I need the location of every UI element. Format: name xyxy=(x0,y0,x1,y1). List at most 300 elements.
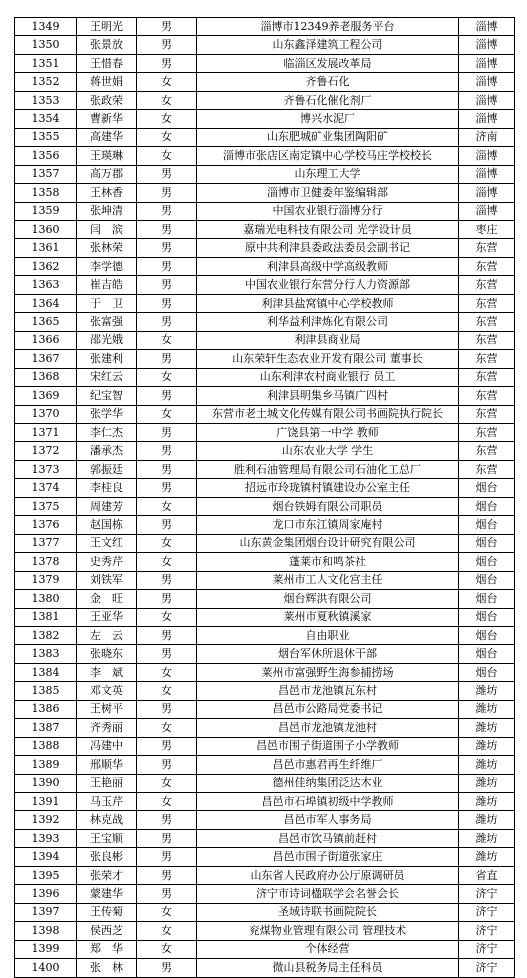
member-organization: 昌邑市公路局党委书记 xyxy=(197,700,459,718)
member-city: 淄博 xyxy=(459,184,515,202)
member-organization: 齐鲁石化催化剂厂 xyxy=(197,91,459,109)
member-name: 高万郡 xyxy=(77,165,137,183)
member-city: 潍坊 xyxy=(459,682,515,700)
row-number: 1363 xyxy=(15,276,77,294)
table-row xyxy=(15,719,515,737)
member-organization: 利津县商业局 xyxy=(197,331,459,349)
member-organization: 中国农业银行淄博分行 xyxy=(197,202,459,220)
member-name: 宋红云 xyxy=(77,368,137,386)
member-name: 林克战 xyxy=(77,811,137,829)
member-city: 枣庄 xyxy=(459,220,515,238)
table-row xyxy=(15,626,515,644)
member-city: 烟台 xyxy=(459,553,515,571)
member-city: 东营 xyxy=(459,387,515,405)
member-gender: 男 xyxy=(137,54,197,72)
table-row xyxy=(15,276,515,294)
member-name: 冯建中 xyxy=(77,737,137,755)
member-gender: 女 xyxy=(137,534,197,552)
row-number: 1376 xyxy=(15,516,77,534)
member-name: 李 斌 xyxy=(77,663,137,681)
table-row xyxy=(15,184,515,202)
row-number: 1369 xyxy=(15,387,77,405)
table-row xyxy=(15,257,515,275)
member-organization: 兖煤物业管理有限公司 管理技术 xyxy=(197,922,459,940)
table-row xyxy=(15,239,515,257)
member-city: 东营 xyxy=(459,423,515,441)
member-organization: 莱州市工人文化宫主任 xyxy=(197,571,459,589)
member-organization: 昌邑市军人事务局 xyxy=(197,811,459,829)
table-row xyxy=(15,147,515,165)
row-number: 1355 xyxy=(15,128,77,146)
row-number: 1390 xyxy=(15,774,77,792)
member-organization: 胜利石油管理局有限公司石油化工总厂 xyxy=(197,460,459,478)
member-gender: 女 xyxy=(137,774,197,792)
row-number: 1351 xyxy=(15,54,77,72)
member-gender: 女 xyxy=(137,719,197,737)
member-city: 潍坊 xyxy=(459,700,515,718)
member-city: 潍坊 xyxy=(459,848,515,866)
member-organization: 个体经营 xyxy=(197,940,459,958)
member-gender: 女 xyxy=(137,331,197,349)
table-row xyxy=(15,811,515,829)
member-city: 济宁 xyxy=(459,959,515,977)
member-city: 济宁 xyxy=(459,922,515,940)
member-city: 省直 xyxy=(459,866,515,884)
member-organization: 龙口市东江镇周家庵村 xyxy=(197,516,459,534)
table-row xyxy=(15,368,515,386)
member-name: 张晓东 xyxy=(77,645,137,663)
row-number: 1381 xyxy=(15,608,77,626)
row-number: 1378 xyxy=(15,553,77,571)
member-city: 潍坊 xyxy=(459,737,515,755)
member-city: 东营 xyxy=(459,350,515,368)
member-gender: 男 xyxy=(137,220,197,238)
table-row xyxy=(15,829,515,847)
member-gender: 女 xyxy=(137,903,197,921)
member-name: 邓文英 xyxy=(77,682,137,700)
member-city: 淄博 xyxy=(459,110,515,128)
member-city: 东营 xyxy=(459,331,515,349)
member-organization: 微山县税务局主任科员 xyxy=(197,959,459,977)
row-number: 1361 xyxy=(15,239,77,257)
member-name: 张学华 xyxy=(77,405,137,423)
table-row xyxy=(15,645,515,663)
member-name: 于 卫 xyxy=(77,294,137,312)
row-number: 1393 xyxy=(15,829,77,847)
member-name: 张建利 xyxy=(77,350,137,368)
member-list-table xyxy=(14,17,515,978)
table-row xyxy=(15,682,515,700)
member-organization: 昌邑市龙池镇龙池村 xyxy=(197,719,459,737)
table-row xyxy=(15,110,515,128)
member-organization: 嘉瑞光电科技有限公司 光学设计员 xyxy=(197,220,459,238)
member-city: 淄博 xyxy=(459,18,515,36)
row-number: 1359 xyxy=(15,202,77,220)
member-city: 东营 xyxy=(459,294,515,312)
member-gender: 男 xyxy=(137,590,197,608)
member-organization: 烟台军休所退休干部 xyxy=(197,645,459,663)
member-organization: 利津县高级中学高级教师 xyxy=(197,257,459,275)
member-name: 高建华 xyxy=(77,128,137,146)
member-organization: 昌邑市惠君再生纤维厂 xyxy=(197,756,459,774)
table-row xyxy=(15,885,515,903)
member-gender: 女 xyxy=(137,91,197,109)
table-row xyxy=(15,793,515,811)
row-number: 1374 xyxy=(15,479,77,497)
row-number: 1372 xyxy=(15,442,77,460)
table-row xyxy=(15,36,515,54)
member-gender: 女 xyxy=(137,128,197,146)
member-organization: 淄博市12349养老服务平台 xyxy=(197,18,459,36)
member-name: 纪宝智 xyxy=(77,387,137,405)
member-gender: 女 xyxy=(137,608,197,626)
row-number: 1380 xyxy=(15,590,77,608)
member-city: 烟台 xyxy=(459,663,515,681)
row-number: 1364 xyxy=(15,294,77,312)
member-gender: 女 xyxy=(137,73,197,91)
member-city: 烟台 xyxy=(459,534,515,552)
member-name: 金 旺 xyxy=(77,590,137,608)
row-number: 1375 xyxy=(15,497,77,515)
member-city: 济宁 xyxy=(459,903,515,921)
table-row xyxy=(15,54,515,72)
member-name: 张林荣 xyxy=(77,239,137,257)
member-gender: 男 xyxy=(137,460,197,478)
member-gender: 男 xyxy=(137,737,197,755)
member-gender: 男 xyxy=(137,829,197,847)
row-number: 1350 xyxy=(15,36,77,54)
member-gender: 男 xyxy=(137,36,197,54)
member-name: 蒙建华 xyxy=(77,885,137,903)
row-number: 1352 xyxy=(15,73,77,91)
member-city: 烟台 xyxy=(459,645,515,663)
row-number: 1367 xyxy=(15,350,77,368)
member-gender: 女 xyxy=(137,368,197,386)
member-gender: 男 xyxy=(137,479,197,497)
member-name: 郭振廷 xyxy=(77,460,137,478)
row-number: 1386 xyxy=(15,700,77,718)
member-city: 淄博 xyxy=(459,147,515,165)
row-number: 1384 xyxy=(15,663,77,681)
member-organization: 莱州市夏秋镇溪家 xyxy=(197,608,459,626)
member-name: 张景放 xyxy=(77,36,137,54)
table-row xyxy=(15,590,515,608)
row-number: 1358 xyxy=(15,184,77,202)
row-number: 1373 xyxy=(15,460,77,478)
member-city: 东营 xyxy=(459,313,515,331)
member-name: 王艳丽 xyxy=(77,774,137,792)
member-organization: 蓬莱市和鸣茶社 xyxy=(197,553,459,571)
member-name: 赵国栋 xyxy=(77,516,137,534)
member-organization: 中国农业银行东营分行人力资源部 xyxy=(197,276,459,294)
member-gender: 女 xyxy=(137,922,197,940)
member-city: 淄博 xyxy=(459,36,515,54)
member-name: 刘铁军 xyxy=(77,571,137,589)
row-number: 1379 xyxy=(15,571,77,589)
member-organization: 利津县明集乡马镇广四村 xyxy=(197,387,459,405)
member-gender: 男 xyxy=(137,239,197,257)
member-organization: 原中共利津县委政法委员会副书记 xyxy=(197,239,459,257)
member-city: 济南 xyxy=(459,128,515,146)
member-gender: 女 xyxy=(137,663,197,681)
member-gender: 男 xyxy=(137,811,197,829)
member-city: 潍坊 xyxy=(459,774,515,792)
member-gender: 男 xyxy=(137,294,197,312)
member-gender: 女 xyxy=(137,147,197,165)
member-city: 淄博 xyxy=(459,165,515,183)
row-number: 1397 xyxy=(15,903,77,921)
table-row xyxy=(15,313,515,331)
table-row xyxy=(15,940,515,958)
member-list-table-container xyxy=(14,17,514,978)
table-row xyxy=(15,516,515,534)
row-number: 1400 xyxy=(15,959,77,977)
member-name: 张富强 xyxy=(77,313,137,331)
member-gender: 男 xyxy=(137,313,197,331)
member-name: 曹新华 xyxy=(77,110,137,128)
member-organization: 山东利津农村商业银行 员工 xyxy=(197,368,459,386)
member-city: 东营 xyxy=(459,276,515,294)
row-number: 1385 xyxy=(15,682,77,700)
member-city: 东营 xyxy=(459,405,515,423)
member-organization: 昌邑市围子街道围子小学教师 xyxy=(197,737,459,755)
member-organization: 昌邑市龙池镇瓦东村 xyxy=(197,682,459,700)
member-organization: 利华益利津炼化有限公司 xyxy=(197,313,459,331)
member-organization: 山东鑫泽建筑工程公司 xyxy=(197,36,459,54)
member-gender: 男 xyxy=(137,756,197,774)
member-city: 烟台 xyxy=(459,479,515,497)
member-city: 潍坊 xyxy=(459,829,515,847)
row-number: 1395 xyxy=(15,866,77,884)
table-row xyxy=(15,737,515,755)
member-city: 烟台 xyxy=(459,497,515,515)
table-row xyxy=(15,866,515,884)
member-organization: 东营市老土城文化传媒有限公司书画院执行院长 xyxy=(197,405,459,423)
member-organization: 临淄区发展改革局 xyxy=(197,54,459,72)
member-name: 蒋世娟 xyxy=(77,73,137,91)
member-gender: 男 xyxy=(137,184,197,202)
member-city: 烟台 xyxy=(459,571,515,589)
member-organization: 淄博市卫健委年鉴编辑部 xyxy=(197,184,459,202)
member-organization: 昌邑市围子街道张家庄 xyxy=(197,848,459,866)
member-organization: 圣域诗联书画院院长 xyxy=(197,903,459,921)
member-organization: 烟台辉洪有限公司 xyxy=(197,590,459,608)
member-organization: 招远市玲珑镇村镇建设办公室主任 xyxy=(197,479,459,497)
table-row xyxy=(15,18,515,36)
member-city: 济宁 xyxy=(459,885,515,903)
table-row xyxy=(15,756,515,774)
member-gender: 男 xyxy=(137,959,197,977)
row-number: 1365 xyxy=(15,313,77,331)
table-row xyxy=(15,73,515,91)
table-row xyxy=(15,903,515,921)
member-city: 东营 xyxy=(459,460,515,478)
member-organization: 山东肥城矿业集团陶阳矿 xyxy=(197,128,459,146)
member-name: 张政荣 xyxy=(77,91,137,109)
table-row xyxy=(15,922,515,940)
member-organization: 淄博市张店区南定镇中心学校马庄学校校长 xyxy=(197,147,459,165)
table-row xyxy=(15,202,515,220)
member-organization: 山东荣轩生态农业开发有限公司 董事长 xyxy=(197,350,459,368)
row-number: 1398 xyxy=(15,922,77,940)
member-city: 东营 xyxy=(459,368,515,386)
member-city: 济宁 xyxy=(459,940,515,958)
member-name: 李仁杰 xyxy=(77,423,137,441)
member-gender: 女 xyxy=(137,940,197,958)
table-row xyxy=(15,91,515,109)
member-city: 淄博 xyxy=(459,91,515,109)
member-name: 王明光 xyxy=(77,18,137,36)
member-name: 张荣才 xyxy=(77,866,137,884)
row-number: 1368 xyxy=(15,368,77,386)
table-row xyxy=(15,848,515,866)
row-number: 1354 xyxy=(15,110,77,128)
member-city: 淄博 xyxy=(459,54,515,72)
table-row xyxy=(15,165,515,183)
member-gender: 男 xyxy=(137,571,197,589)
table-row xyxy=(15,442,515,460)
member-gender: 男 xyxy=(137,387,197,405)
table-row xyxy=(15,405,515,423)
row-number: 1399 xyxy=(15,940,77,958)
member-gender: 男 xyxy=(137,645,197,663)
member-city: 东营 xyxy=(459,442,515,460)
member-city: 淄博 xyxy=(459,202,515,220)
row-number: 1387 xyxy=(15,719,77,737)
table-row xyxy=(15,663,515,681)
row-number: 1383 xyxy=(15,645,77,663)
member-name: 李桂良 xyxy=(77,479,137,497)
row-number: 1382 xyxy=(15,626,77,644)
member-city: 东营 xyxy=(459,239,515,257)
member-gender: 男 xyxy=(137,202,197,220)
member-gender: 男 xyxy=(137,18,197,36)
row-number: 1356 xyxy=(15,147,77,165)
member-city: 潍坊 xyxy=(459,811,515,829)
member-gender: 女 xyxy=(137,405,197,423)
member-name: 李学德 xyxy=(77,257,137,275)
table-row xyxy=(15,387,515,405)
member-city: 潍坊 xyxy=(459,719,515,737)
table-row xyxy=(15,700,515,718)
row-number: 1360 xyxy=(15,220,77,238)
member-gender: 男 xyxy=(137,516,197,534)
member-gender: 女 xyxy=(137,110,197,128)
row-number: 1396 xyxy=(15,885,77,903)
member-name: 王宝顺 xyxy=(77,829,137,847)
member-name: 王树平 xyxy=(77,700,137,718)
member-city: 潍坊 xyxy=(459,756,515,774)
table-row xyxy=(15,571,515,589)
member-name: 张 林 xyxy=(77,959,137,977)
member-name: 周建芳 xyxy=(77,497,137,515)
member-gender: 女 xyxy=(137,793,197,811)
member-gender: 男 xyxy=(137,165,197,183)
member-name: 邢顺华 xyxy=(77,756,137,774)
row-number: 1391 xyxy=(15,793,77,811)
member-name: 张坤清 xyxy=(77,202,137,220)
member-organization: 博兴水泥厂 xyxy=(197,110,459,128)
member-organization: 济宁市诗词楹联学会名誉会长 xyxy=(197,885,459,903)
table-row xyxy=(15,608,515,626)
row-number: 1377 xyxy=(15,534,77,552)
member-name: 齐秀丽 xyxy=(77,719,137,737)
row-number: 1366 xyxy=(15,331,77,349)
table-row xyxy=(15,294,515,312)
member-name: 左 云 xyxy=(77,626,137,644)
member-gender: 男 xyxy=(137,350,197,368)
row-number: 1353 xyxy=(15,91,77,109)
member-city: 烟台 xyxy=(459,608,515,626)
member-gender: 女 xyxy=(137,497,197,515)
member-name: 史秀芹 xyxy=(77,553,137,571)
row-number: 1371 xyxy=(15,423,77,441)
member-gender: 女 xyxy=(137,553,197,571)
member-name: 王林香 xyxy=(77,184,137,202)
table-row xyxy=(15,423,515,441)
member-name: 郑 华 xyxy=(77,940,137,958)
member-name: 王惜春 xyxy=(77,54,137,72)
member-city: 烟台 xyxy=(459,516,515,534)
table-row xyxy=(15,479,515,497)
member-name: 马玉芹 xyxy=(77,793,137,811)
member-organization: 山东省人民政府办公厅原调研员 xyxy=(197,866,459,884)
member-name: 崔吉皓 xyxy=(77,276,137,294)
member-name: 侯西芝 xyxy=(77,922,137,940)
row-number: 1389 xyxy=(15,756,77,774)
member-gender: 男 xyxy=(137,423,197,441)
table-row xyxy=(15,331,515,349)
member-organization: 广饶县第一中学 教师 xyxy=(197,423,459,441)
member-city: 潍坊 xyxy=(459,793,515,811)
member-name: 王瑛琳 xyxy=(77,147,137,165)
table-row xyxy=(15,534,515,552)
row-number: 1349 xyxy=(15,18,77,36)
member-organization: 德州佳纳集团泛达木业 xyxy=(197,774,459,792)
table-row xyxy=(15,350,515,368)
member-name: 张良彬 xyxy=(77,848,137,866)
member-name: 闫 滨 xyxy=(77,220,137,238)
member-organization: 昌邑市饮马镇前赶村 xyxy=(197,829,459,847)
member-name: 邵光娥 xyxy=(77,331,137,349)
member-name: 王传菊 xyxy=(77,903,137,921)
member-organization: 山东理工大学 xyxy=(197,165,459,183)
member-city: 烟台 xyxy=(459,626,515,644)
row-number: 1370 xyxy=(15,405,77,423)
member-organization: 山东农业大学 学生 xyxy=(197,442,459,460)
table-row xyxy=(15,460,515,478)
row-number: 1388 xyxy=(15,737,77,755)
member-city: 烟台 xyxy=(459,590,515,608)
member-organization: 昌邑市石埠镇初级中学教师 xyxy=(197,793,459,811)
member-organization: 烟台铁姆有限公司职员 xyxy=(197,497,459,515)
member-organization: 齐鲁石化 xyxy=(197,73,459,91)
table-row xyxy=(15,553,515,571)
member-gender: 男 xyxy=(137,276,197,294)
member-name: 王亚华 xyxy=(77,608,137,626)
member-gender: 男 xyxy=(137,442,197,460)
member-organization: 自由职业 xyxy=(197,626,459,644)
member-name: 王文红 xyxy=(77,534,137,552)
table-row xyxy=(15,497,515,515)
member-gender: 男 xyxy=(137,866,197,884)
member-city: 东营 xyxy=(459,257,515,275)
row-number: 1394 xyxy=(15,848,77,866)
member-organization: 利津县盐窝镇中心学校教师 xyxy=(197,294,459,312)
member-gender: 女 xyxy=(137,682,197,700)
table-row xyxy=(15,128,515,146)
member-organization: 山东黄金集团烟台设计研究有限公司 xyxy=(197,534,459,552)
